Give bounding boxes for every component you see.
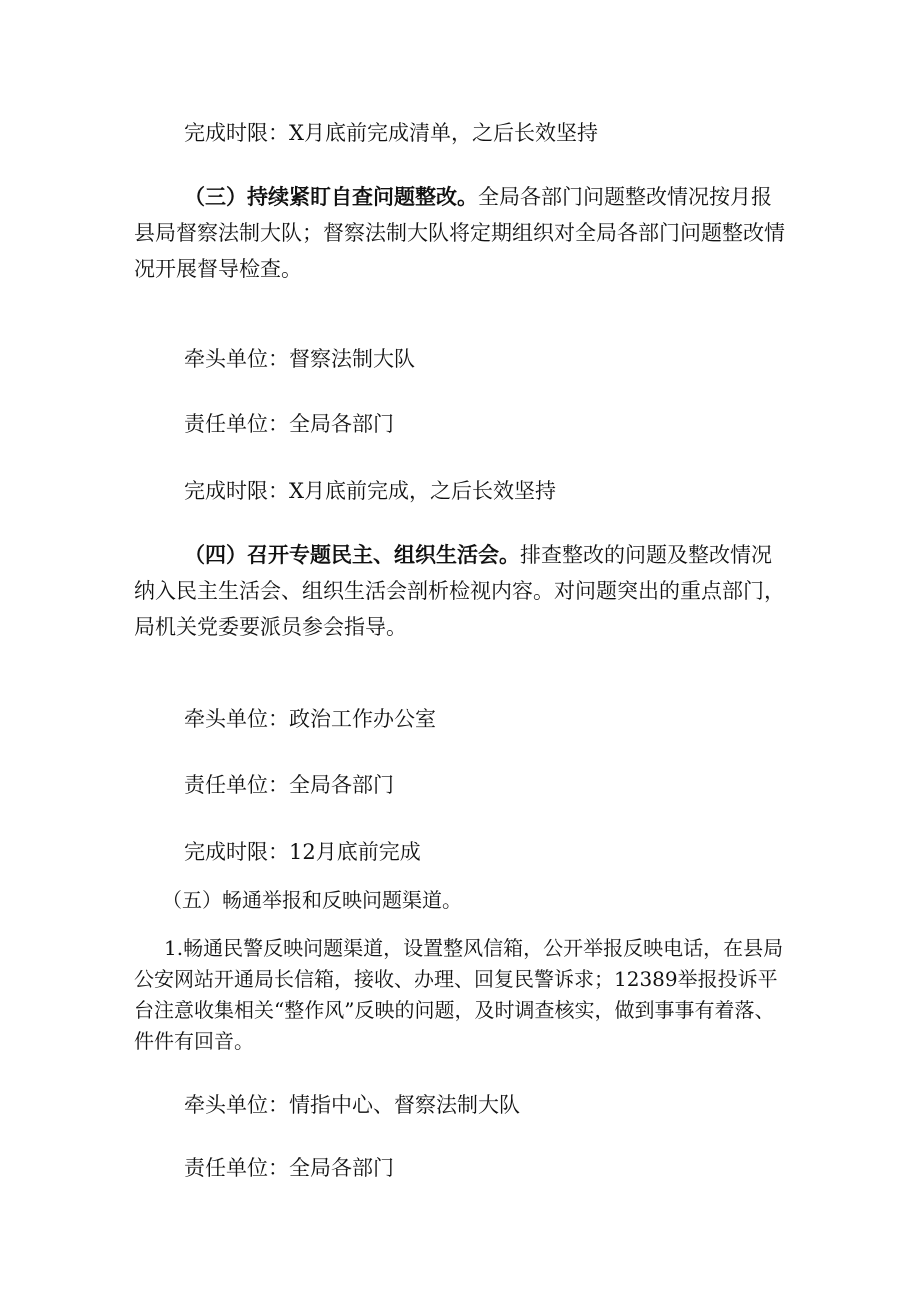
section-four-text: 排查整改的问题及整改情况纳入民主生活会、组织生活会剖析检视内容。对问题突出的重点部门，局机关党委要派员参会指导。 [134, 543, 785, 639]
section-four-paragraph [134, 537, 786, 645]
responsible-unit-text: 责任单位：全局各部门 [184, 773, 394, 797]
section-four-heading: （四）召开专题民主、组织生活会。 [184, 542, 520, 567]
item-one-text: 1.畅通民警反映问题渠道，设置整风信箱，公开举报反映电话，在县局公安网站开通局长信箱，接收、办理、回复民警诉求；12389举报投诉平台注意收集相关“整作风”反映的问题，及时调查核实，做到事事有着落、件件有回音。 [134, 936, 784, 1053]
responsible-unit-text: 责任单位：全局各部门 [184, 412, 394, 436]
deadline-text: 完成时限：X月底前完成，之后长效坚持 [184, 479, 556, 503]
deadline-text: 完成时限：12月底前完成 [184, 840, 421, 864]
lead-unit-text: 牵头单位：政治工作办公室 [184, 707, 436, 731]
section-three-text: 全局各部门问题整改情况按月报县局督察法制大队；督察法制大队将定期组织对全局各部门问题整改情况开展督导检查。 [134, 185, 785, 281]
lead-unit-text: 牵头单位：情指中心、督察法制大队 [184, 1093, 520, 1117]
section-three-paragraph [134, 179, 786, 287]
section-five-heading: （五）畅通举报和反映问题渠道。 [162, 888, 462, 912]
responsible-unit-text: 责任单位：全局各部门 [184, 1156, 394, 1180]
deadline-text: 完成时限：X月底前完成清单，之后长效坚持 [184, 121, 598, 145]
item-one-paragraph [134, 933, 786, 1057]
section-three-heading: （三）持续紧盯自查问题整改。 [184, 184, 478, 209]
lead-unit-text: 牵头单位：督察法制大队 [184, 347, 415, 371]
